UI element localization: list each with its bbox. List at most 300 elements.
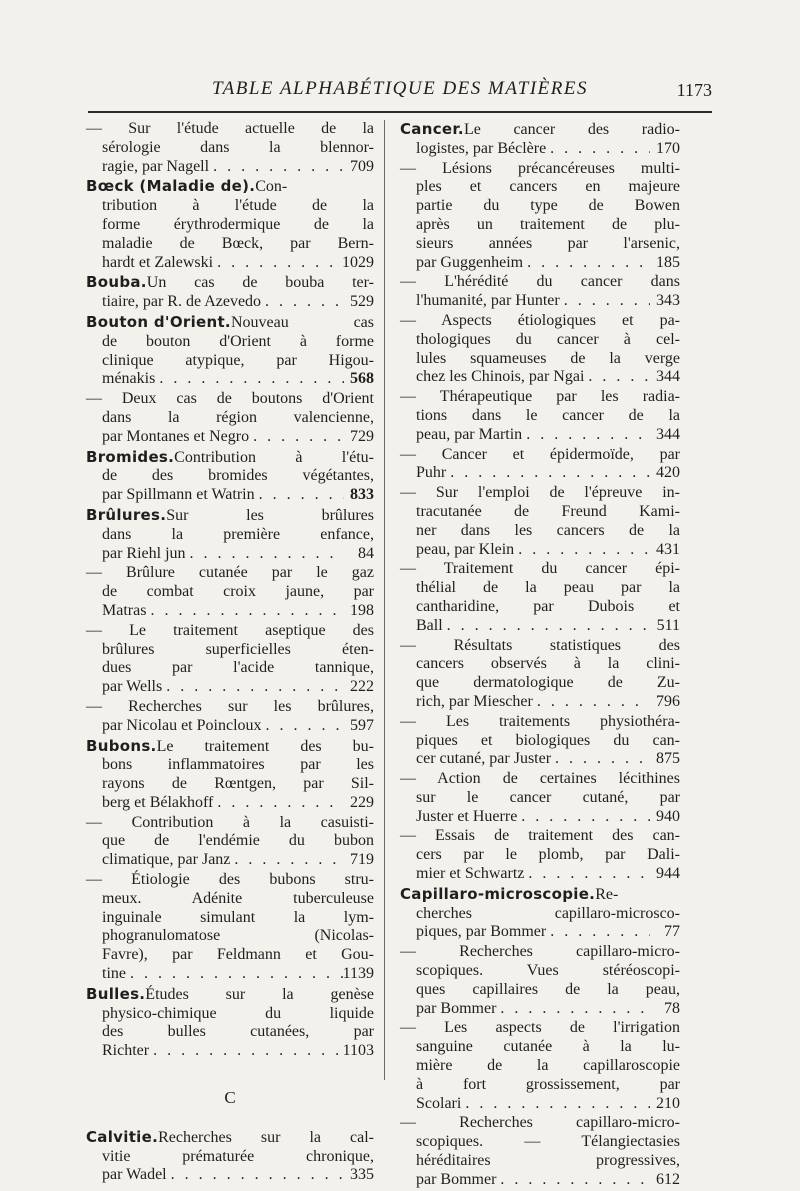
entry-text: cer cutané, par Juster bbox=[416, 750, 552, 768]
index-entry bbox=[86, 313, 374, 389]
entry-line bbox=[86, 890, 374, 909]
index-subentry bbox=[400, 388, 680, 444]
entry-line bbox=[400, 216, 680, 235]
page-reference: 222 bbox=[350, 678, 374, 696]
entry-line bbox=[86, 851, 374, 870]
entry-heading: Cancer. bbox=[400, 120, 464, 138]
entry-line bbox=[86, 1042, 374, 1061]
page-reference: 709 bbox=[350, 157, 374, 175]
entry-text: — Étiologie des bubons stru- bbox=[86, 871, 374, 889]
index-subentry bbox=[86, 871, 374, 984]
entry-line bbox=[400, 1000, 680, 1019]
entry-line bbox=[86, 333, 374, 352]
entry-line bbox=[400, 407, 680, 426]
entry-line bbox=[400, 503, 680, 522]
dot-leader bbox=[546, 923, 650, 942]
index-entry bbox=[86, 506, 374, 563]
index-subentry bbox=[400, 637, 680, 712]
entry-heading: Capillaro-microscopie. bbox=[400, 884, 596, 903]
entry-line bbox=[400, 1019, 680, 1038]
entry-text: peau, par Klein bbox=[416, 540, 515, 558]
entry-text: tracutanée de Freund Kami- bbox=[416, 502, 680, 520]
entry-line bbox=[86, 583, 374, 602]
index-subentry bbox=[86, 698, 374, 736]
entry-line bbox=[400, 426, 680, 445]
entry-text: — Les traitements physiothéra- bbox=[400, 712, 680, 730]
running-title: TABLE ALPHABÉTIQUE DES MATIÈRES bbox=[212, 78, 588, 99]
entry-text: Recherches sur la cal- bbox=[158, 1128, 374, 1146]
entry-text: rich, par Miescher bbox=[416, 692, 533, 710]
page-reference: 1029 bbox=[342, 253, 374, 271]
entry-line bbox=[86, 775, 374, 794]
entry-line bbox=[400, 197, 680, 216]
index-subentry bbox=[400, 1019, 680, 1113]
entry-text: de combat croix jaune, par bbox=[102, 583, 374, 601]
entry-text: — Aspects étiologiques et pa- bbox=[400, 311, 680, 329]
entry-text: que de l'endémie du bubon bbox=[102, 832, 374, 850]
entry-text: thologiques du cancer à cel- bbox=[416, 330, 680, 348]
entry-text: ples et cancers en majeure bbox=[416, 178, 680, 196]
entry-text: chez les Chinois, par Ngai bbox=[416, 368, 585, 386]
entry-text: par Wadel bbox=[102, 1166, 167, 1184]
entry-line bbox=[86, 467, 374, 486]
page-reference: 568 bbox=[350, 370, 374, 388]
entry-line bbox=[400, 846, 680, 865]
entry-text: ner dans les cancers de la bbox=[416, 521, 680, 539]
index-subentry bbox=[400, 160, 680, 273]
entry-text: par Nicolau et Poincloux bbox=[102, 716, 262, 734]
entry-line bbox=[400, 693, 680, 712]
entry-line bbox=[86, 216, 374, 235]
dot-leader bbox=[146, 602, 344, 621]
entry-text: par Montanes et Negro bbox=[102, 427, 250, 445]
entry-line bbox=[86, 428, 374, 447]
entry-text: — Thérapeutique par les radia- bbox=[400, 388, 680, 406]
entry-line bbox=[400, 484, 680, 503]
entry-line bbox=[400, 120, 680, 140]
page-reference: 1103 bbox=[342, 1042, 374, 1060]
index-subentry bbox=[400, 312, 680, 387]
entry-text: de bouton d'Orient à forme bbox=[102, 332, 374, 350]
entry-line bbox=[86, 871, 374, 890]
entry-line bbox=[400, 943, 680, 962]
entry-text: Études sur la genèse bbox=[145, 985, 374, 1003]
dot-leader bbox=[155, 370, 344, 389]
entry-line bbox=[400, 1171, 680, 1190]
entry-line bbox=[86, 1128, 374, 1148]
page-reference: 77 bbox=[664, 923, 680, 941]
entry-line bbox=[86, 120, 374, 139]
entry-text: piques et biologiques du can- bbox=[416, 731, 680, 749]
page-reference: 335 bbox=[350, 1166, 374, 1184]
entry-text: hardt et Zalewski bbox=[102, 253, 214, 271]
entry-line bbox=[400, 254, 680, 273]
entry-text: — Recherches capillaro-micro- bbox=[400, 1114, 680, 1132]
entry-text: Juster et Huerre bbox=[416, 807, 518, 825]
entry-text: Nouveau cas bbox=[230, 313, 374, 331]
entry-line bbox=[86, 273, 374, 293]
entry-text: Contribution à l'étu- bbox=[174, 448, 374, 466]
entry-line bbox=[400, 522, 680, 541]
page-reference: 833 bbox=[350, 486, 374, 504]
entry-text: tine bbox=[102, 965, 126, 983]
entry-text: tions dans le cancer de la bbox=[416, 406, 680, 424]
entry-line bbox=[86, 409, 374, 428]
entry-text: vitie prématurée chronique, bbox=[102, 1147, 374, 1165]
page-header bbox=[88, 76, 712, 106]
entry-line bbox=[86, 158, 374, 177]
index-subentry bbox=[400, 446, 680, 484]
page-reference: 1139 bbox=[342, 965, 374, 983]
entry-line bbox=[86, 197, 374, 216]
entry-line bbox=[400, 1152, 680, 1171]
entry-text: par Riehl jun bbox=[102, 544, 186, 562]
dot-leader bbox=[461, 1095, 650, 1114]
entry-line bbox=[86, 985, 374, 1005]
entry-line bbox=[400, 637, 680, 656]
page-reference: 729 bbox=[350, 427, 374, 445]
entry-text: par Spillmann et Watrin bbox=[102, 486, 255, 504]
entry-text: scopiques. Vues stéréoscopi- bbox=[416, 962, 680, 980]
entry-line bbox=[86, 506, 374, 526]
entry-line bbox=[400, 560, 680, 579]
page-reference: 431 bbox=[656, 540, 680, 558]
entry-line bbox=[400, 789, 680, 808]
index-entry bbox=[86, 985, 374, 1061]
entry-line bbox=[86, 545, 374, 564]
index-subentry bbox=[400, 713, 680, 769]
entry-line bbox=[400, 905, 680, 924]
entry-line bbox=[86, 1023, 374, 1042]
page-reference: 944 bbox=[656, 865, 680, 883]
entry-text: de des bromides végétantes, bbox=[102, 467, 374, 485]
entry-text: ragie, par Nagell bbox=[102, 157, 210, 175]
dot-leader bbox=[213, 254, 342, 273]
dot-leader bbox=[446, 464, 650, 483]
header-rule bbox=[88, 111, 712, 113]
entry-heading: Bouba. bbox=[86, 273, 147, 292]
entry-text: — Sur l'étude actuelle de la bbox=[86, 120, 374, 137]
entry-line bbox=[86, 526, 374, 545]
entry-text: Ball bbox=[416, 616, 443, 634]
page-reference: 420 bbox=[656, 464, 680, 482]
entry-line bbox=[86, 659, 374, 678]
dot-leader bbox=[262, 717, 344, 736]
entry-text: Favre), par Feldmann et Gou- bbox=[102, 946, 374, 964]
index-subentry bbox=[86, 814, 374, 870]
dot-leader bbox=[533, 693, 650, 712]
index-subentry bbox=[86, 564, 374, 620]
entry-line bbox=[400, 655, 680, 674]
entry-line bbox=[400, 368, 680, 387]
entry-text: cancers observés à la clini- bbox=[416, 655, 680, 673]
entry-line bbox=[400, 446, 680, 465]
dot-leader bbox=[496, 1000, 650, 1019]
entry-text: après un traitement de plu- bbox=[416, 215, 680, 233]
page-reference: 210 bbox=[656, 1094, 680, 1112]
entry-text: bons inflammatoires par les bbox=[102, 756, 374, 774]
dot-leader bbox=[149, 1042, 343, 1061]
entry-line bbox=[86, 235, 374, 254]
index-entry bbox=[400, 120, 680, 159]
index-subentry bbox=[400, 827, 680, 883]
entry-text: Richter bbox=[102, 1042, 150, 1060]
entry-text: peau, par Martin bbox=[416, 425, 523, 443]
index-entry bbox=[86, 1128, 374, 1185]
index-entry bbox=[86, 177, 374, 272]
entry-text: sanguine cutanée à la lu- bbox=[416, 1038, 680, 1056]
entry-text: clinique atypique, par Higou- bbox=[102, 351, 374, 369]
entry-text: tribution à l'étude de la bbox=[102, 197, 374, 215]
entry-line bbox=[400, 579, 680, 598]
entry-line bbox=[86, 946, 374, 965]
entry-text: Re- bbox=[595, 885, 619, 903]
page-reference: 597 bbox=[350, 716, 374, 734]
entry-heading: Bubons. bbox=[86, 736, 157, 755]
entry-line bbox=[400, 273, 680, 292]
entry-line bbox=[86, 486, 374, 505]
entry-text: — Résultats statistiques des bbox=[400, 636, 680, 654]
entry-text: héréditaires progressives, bbox=[416, 1152, 680, 1170]
entry-line bbox=[86, 139, 374, 158]
entry-line bbox=[86, 737, 374, 757]
entry-line bbox=[400, 885, 680, 905]
page-reference: 875 bbox=[656, 750, 680, 768]
entry-line bbox=[86, 177, 374, 197]
entry-text: Un cas de bouba ter- bbox=[146, 274, 374, 292]
entry-text: Sur les brûlures bbox=[166, 506, 374, 524]
entry-text: — Recherches sur les brûlures, bbox=[86, 697, 374, 715]
entry-text: cherches capillaro-microsco- bbox=[416, 904, 680, 922]
dot-leader bbox=[517, 808, 650, 827]
page-reference: 229 bbox=[350, 793, 374, 811]
entry-line bbox=[86, 390, 374, 409]
entry-heading: Bouton d'Orient. bbox=[86, 312, 231, 331]
dot-leader bbox=[522, 426, 650, 445]
page-reference: 78 bbox=[664, 999, 680, 1017]
entry-line bbox=[86, 698, 374, 717]
dot-leader bbox=[209, 158, 344, 177]
entry-text: des bulles cutanées, par bbox=[102, 1023, 374, 1041]
entry-line bbox=[86, 1148, 374, 1167]
dot-leader bbox=[496, 1171, 650, 1190]
entry-line bbox=[400, 808, 680, 827]
entry-line bbox=[400, 1038, 680, 1057]
page-reference: 343 bbox=[656, 292, 680, 310]
entry-text: mier et Schwartz bbox=[416, 865, 525, 883]
entry-text: par Wells bbox=[102, 678, 163, 696]
entry-text: climatique, par Janz bbox=[102, 851, 231, 869]
entry-line bbox=[86, 756, 374, 775]
right-column bbox=[400, 120, 680, 1191]
entry-text: — Contribution à la casuisti- bbox=[86, 813, 374, 831]
entry-line bbox=[400, 1095, 680, 1114]
entry-text: — Traitement du cancer épi- bbox=[400, 560, 680, 578]
entry-line bbox=[86, 564, 374, 583]
entry-line bbox=[400, 331, 680, 350]
entry-line bbox=[86, 641, 374, 660]
entry-line bbox=[400, 292, 680, 311]
entry-text: par Guggenheim bbox=[416, 253, 524, 271]
index-subentry bbox=[400, 1114, 680, 1189]
entry-text: — Les aspects de l'irrigation bbox=[400, 1019, 680, 1037]
dot-leader bbox=[167, 1166, 344, 1185]
entry-text: — Brûlure cutanée par le gaz bbox=[86, 564, 374, 582]
entry-line bbox=[400, 1076, 680, 1095]
page-reference: 170 bbox=[656, 139, 680, 157]
entry-line bbox=[400, 598, 680, 617]
entry-line bbox=[86, 1166, 374, 1185]
entry-text: rayons de Rœntgen, par Sil- bbox=[102, 775, 374, 793]
entry-text: inguinale simulant la lym- bbox=[102, 908, 374, 926]
entry-text: — Recherches capillaro-micro- bbox=[400, 943, 680, 961]
entry-line bbox=[86, 1005, 374, 1024]
page-reference: 940 bbox=[656, 807, 680, 825]
entry-text: — Action de certaines lécithines bbox=[400, 770, 680, 788]
entry-text: dans la région valencienne, bbox=[102, 408, 374, 426]
dot-leader bbox=[514, 541, 650, 560]
section-letter: C bbox=[224, 1088, 236, 1108]
page-reference: 719 bbox=[350, 851, 374, 869]
entry-text: brûlures superficielles éten- bbox=[102, 640, 374, 658]
dot-leader bbox=[213, 794, 344, 813]
entry-line bbox=[86, 352, 374, 371]
entry-text: — Sur l'emploi de l'épreuve in- bbox=[400, 484, 680, 502]
index-subentry bbox=[86, 390, 374, 446]
entry-text: Le cancer des radio- bbox=[463, 121, 680, 138]
index-subentry bbox=[400, 943, 680, 1018]
entry-heading: Brûlures. bbox=[86, 505, 167, 524]
entry-line bbox=[400, 140, 680, 159]
entry-text: par Bommer bbox=[416, 999, 497, 1017]
dot-leader bbox=[584, 368, 650, 387]
entry-line bbox=[86, 622, 374, 641]
dot-leader bbox=[126, 965, 343, 984]
entry-text: scopiques. — Télangiectasies bbox=[416, 1133, 680, 1151]
entry-text: sérologie dans la blennor- bbox=[102, 138, 374, 156]
entry-line bbox=[400, 923, 680, 942]
dot-leader bbox=[523, 254, 650, 273]
entry-line bbox=[400, 160, 680, 179]
dot-leader bbox=[546, 140, 650, 159]
entry-text: maladie de Bœck, par Bern- bbox=[102, 234, 374, 252]
entry-text: — Le traitement aseptique des bbox=[86, 621, 374, 639]
entry-line bbox=[86, 678, 374, 697]
index-entry bbox=[86, 448, 374, 505]
entry-heading: Bulles. bbox=[86, 984, 146, 1003]
entry-text: Con- bbox=[255, 178, 288, 196]
entry-line bbox=[86, 293, 374, 312]
entry-line bbox=[86, 794, 374, 813]
entry-text: forme érythrodermique de la bbox=[102, 215, 374, 233]
entry-text: tiaire, par R. de Azevedo bbox=[102, 293, 262, 311]
entry-line bbox=[400, 981, 680, 1000]
entry-line bbox=[400, 464, 680, 483]
dot-leader bbox=[162, 678, 344, 697]
entry-text: logistes, par Béclère bbox=[416, 139, 547, 157]
entry-line bbox=[400, 178, 680, 197]
entry-text: — Deux cas de boutons d'Orient bbox=[86, 390, 374, 408]
entry-line bbox=[400, 312, 680, 331]
entry-line bbox=[86, 814, 374, 833]
entry-text: thélial de la peau par la bbox=[416, 579, 680, 597]
left-column bbox=[86, 120, 374, 1186]
entry-text: sieurs années par l'arsenic, bbox=[416, 234, 680, 252]
index-subentry bbox=[400, 484, 680, 559]
entry-text: partie du type de Bowen bbox=[416, 197, 680, 215]
entry-line bbox=[86, 313, 374, 333]
entry-line bbox=[86, 965, 374, 984]
entry-line bbox=[86, 927, 374, 946]
index-subentry bbox=[400, 273, 680, 311]
entry-line bbox=[400, 750, 680, 769]
page-reference: 185 bbox=[656, 253, 680, 271]
index-subentry bbox=[86, 622, 374, 697]
dot-leader bbox=[560, 292, 650, 311]
dot-leader bbox=[261, 293, 344, 312]
entry-text: physico-chimique du liquide bbox=[102, 1004, 374, 1022]
entry-text: — Essais de traitement des can- bbox=[400, 827, 680, 845]
dot-leader bbox=[186, 545, 344, 564]
entry-line bbox=[400, 1057, 680, 1076]
page-reference: 511 bbox=[656, 616, 680, 634]
entry-line bbox=[86, 448, 374, 468]
entry-text: dues par l'acide tannique, bbox=[102, 659, 374, 677]
entry-line bbox=[400, 617, 680, 636]
page-reference: 344 bbox=[656, 425, 680, 443]
index-subentry bbox=[400, 770, 680, 826]
entry-line bbox=[400, 235, 680, 254]
index-entry bbox=[86, 737, 374, 813]
entry-line bbox=[400, 827, 680, 846]
entry-text: berg et Bélakhoff bbox=[102, 793, 214, 811]
entry-line bbox=[400, 962, 680, 981]
page-reference: 612 bbox=[656, 1170, 680, 1188]
entry-text: mière de la capillaroscopie bbox=[416, 1057, 680, 1075]
entry-text: lules squameuses de la verge bbox=[416, 349, 680, 367]
entry-line bbox=[400, 350, 680, 369]
entry-line bbox=[86, 832, 374, 851]
entry-line bbox=[400, 1114, 680, 1133]
index-subentry bbox=[86, 120, 374, 176]
page-reference: 84 bbox=[358, 544, 374, 562]
dot-leader bbox=[230, 851, 344, 870]
entry-line bbox=[400, 713, 680, 732]
entry-text: piques, par Bommer bbox=[416, 923, 547, 941]
entry-text: l'humanité, par Hunter bbox=[416, 292, 560, 310]
entry-line bbox=[86, 717, 374, 736]
entry-line bbox=[86, 909, 374, 928]
entry-heading: Calvitie. bbox=[86, 1127, 159, 1146]
entry-line bbox=[86, 370, 374, 389]
page-reference: 796 bbox=[656, 692, 680, 710]
entry-line bbox=[86, 254, 374, 273]
entry-text: ménakis bbox=[102, 370, 156, 388]
page-reference: 529 bbox=[350, 293, 374, 311]
entry-text: — L'hérédité du cancer dans bbox=[400, 273, 680, 291]
entry-heading: Bromides. bbox=[86, 447, 175, 466]
index-subentry bbox=[400, 560, 680, 635]
page-reference: 198 bbox=[350, 601, 374, 619]
entry-line bbox=[86, 602, 374, 621]
entry-text: — Cancer et épidermoïde, par bbox=[400, 445, 680, 463]
entry-text: ques capillaires de la peau, bbox=[416, 980, 680, 998]
page-number: 1173 bbox=[676, 80, 712, 100]
page-reference: 344 bbox=[656, 368, 680, 386]
entry-line bbox=[400, 541, 680, 560]
dot-leader bbox=[249, 428, 344, 447]
entry-text: Le traitement des bu- bbox=[156, 737, 374, 755]
